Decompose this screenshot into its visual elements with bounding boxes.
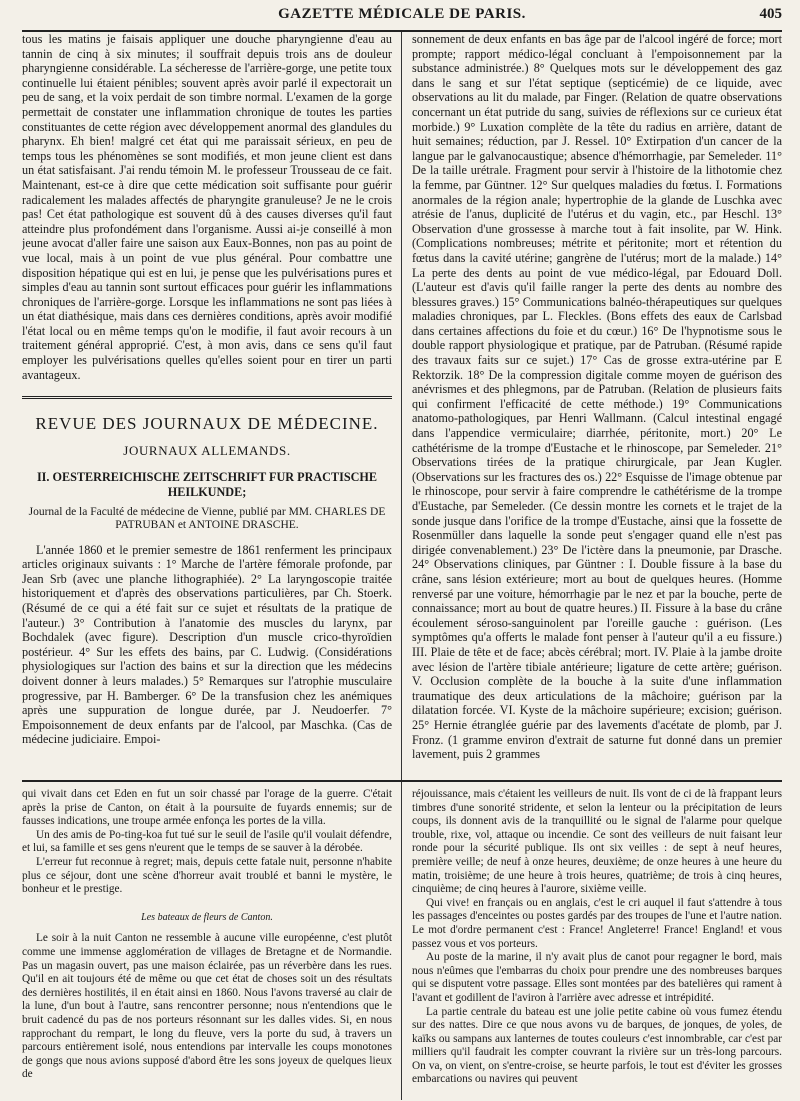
lower-left-column (22, 782, 402, 1100)
review-title: REVUE DES JOURNAUX DE MÉDECINE. (35, 414, 379, 434)
upper-section (22, 32, 782, 780)
section-divider (22, 396, 392, 399)
feuilleton-paragraph: Le soir à la nuit Canton ne ressemble à aucune ville européenne, c'est plutôt comme une immense agglomération de villages de Bretagne et de Normandie. Pas un magasin ouvert, pas une maison éclairée, pas un réverbère dans les rues. Qu'il en ait toujours été de même ou que cet état de choses soit un des résultats des dernières hostilités, il en était ainsi en 1860. Nous l'avons traversé au clair de la lune, d'un bout à l'autre, sans rencontrer personne; nous n'entendions que le bruit cadencé du pas de nos porteurs résonnant sur les dalles vides. Si, en nous rapprochant du rempart, le long du fleuve, vers la porte du sud, à travers un parcours entièrement isolé, nous entendions par intervalle les coups monotones de gongs que nous avions supposé d'abord être les sons joyeux de quelques lieux de (22, 932, 392, 1081)
upper-right-column (402, 32, 782, 780)
feuilleton-paragraph: réjouissance, mais c'étaient les veilleurs de nuit. Ils vont de ci de là frappant leurs timbres d'une sonorité stridente, et selon la lenteur ou la précipitation de leurs coups, ils donnent avis de la tranquillité ou le signal de l'alarme pour quelque trouble, rixe, vol, attaque ou incendie. Ce sont des veilleurs de nuit faisant leur ronde pour la sécurité publique. Ils ont six veilles : de sept à neuf heures, première veille; de neuf à onze heures, deuxième; de onze heures à une heure du matin, troisième; de une heure à trois heures, quatrième; de trois à cinq heures, cinquième; de cinq heures à l'aurore, sixième veille. (412, 788, 782, 896)
lower-right-column (402, 782, 782, 1100)
feuilleton-paragraph: Qui vive! en français ou en anglais, c'est le cri auquel il faut s'attendre à tous les passages d'enceintes ou postes gardés par des troupes de l'une et l'autre nation. Le mot d'ordre permanent c'est : France! Angleterre! France! England! et vous passez vous et vos porteurs. (412, 896, 782, 950)
page-number: 405 (759, 6, 782, 22)
feuilleton-paragraph: La partie centrale du bateau est une jolie petite cabine où vous fumez étendu sur des nattes. Dire ce que nous avons vu de barques, de jonques, de yoles, de kaïks ou sampans aux lanternes de toutes couleurs c'est innombrable, car c'est par milliers qu'il faudrait les compter couvrant la rivière sur un très-long parcours. On va, on vient, on s'entre-croise, se heurte parfois, le tout est d'éviter les grosses embarcations ou navires qui peuvent (412, 1005, 782, 1086)
journal-source: Journal de la Faculté de médecine de Vienne, publié par MM. CHARLES DE PATRUBAN et ANTOINE DRASCHE. (28, 505, 386, 532)
publication-title: GAZETTE MÉDICALE DE PARIS. (278, 6, 526, 22)
upper-left-column (22, 32, 402, 780)
page-header (22, 0, 782, 32)
feuilleton-paragraph: qui vivait dans cet Eden en fut un soir chassé par l'orage de la guerre. C'était après la prise de Canton, on était à la poursuite de fuyards ennemis; sur de fausses indications, une troupe armée enfonça les portes de la villa. (22, 788, 392, 828)
feuilleton-paragraph: Au poste de la marine, il n'y avait plus de canot pour regagner le bord, mais nous n'eûmes que l'embarras du choix pour prendre une des nombreuses barques qui se disputent votre passage. Elles sont montées par des batelières qui rament à l'avant et godillent de l'aviron à l'arrière avec adresse et intrépidité. (412, 951, 782, 1004)
feuilleton-paragraph: Un des amis de Po-ting-koa fut tué sur le seuil de l'asile qu'il voulait défendre, et lui, sa famille et ses gens n'eurent que le temps de se sauver à la dérobée. (22, 828, 392, 855)
journal-title: II. OESTERREICHISCHE ZEITSCHRIFT FUR PRACTISCHE HEILKUNDE; (36, 470, 378, 500)
section-heading: Les bateaux de fleurs de Canton. (141, 911, 273, 923)
review-subtitle: JOURNAUX ALLEMANDS. (123, 442, 291, 458)
review-continuation: sonnement de deux enfants en bas âge par de l'alcool ingéré de force; mort prompte; rapport médico-légal concluant à l'empoisonnement par la substance administrée.) 8° Quelques mots sur le développement des gaz dans le sang et sur l'état septique (septicémie) de ce liquide, avec observations au lit du malade, par Finger. (Relation de quatre observations concernant un état putride du sang, suivies de réflexions sur ce curieux état morbide.) 9° Luxation complète de la tête du radius en arrière, datant de huit semaines; réduction, par J. Ressel. 10° Extirpation d'un cancer de la langue par le galvanocaustique; absence d'hémorrhagie, par Semeleder. 11° De la taille urétrale. Fragment pour servir à l'histoire de la lithotomie chez la femme, par Güntner. 12° Sur quelques maladies du fœtus. I. Formations anormales de la région anale; hypertrophie de la glande de Luschka avec atrésie de l'anus, duplicité de l'utérus et du vagin, etc., par Heschl. 13° Observation d'une grossesse à marche tout à fait insolite, par W. Hink. (Complications nombreuses; métrite et péritonite; mort et rétention du fœtus dans la cavité utérine; gangrène de l'utérus; mort de la malade.) 14° La perte des dents au point de vue médico-légal, par Edouard Doll. (L'auteur est d'avis qu'il faille ranger la perte des dents au nombre des blessures graves.) 15° Communications balnéo-thérapeutiques sur quelques maladies chroniques, par L. Fleckles. (Bons effets des eaux de Carlsbad dans certaines affections du foie et du cœur.) 16° De l'hypnotisme sous le double rapport physiologique et pratique, par de Patruban. (Résumé rapide des travaux faits sur ce sujet.) 17° Cas de grosse extra-utérine par E Rektorzik. 18° De la compression digitale comme moyen de guérison des anévrismes et des phlegmons, par de Patruban. (Relation de plusieurs faits qui confirment l'efficacité de cette méthode.) 19° Communications anatomo-pathologiques, par Henri Wallmann. (Calcul intestinal engagé dans l'appendice vermiculaire; diarrhée, péritonite, mort.) 20° Le cathétérisme de la trompe d'Eustache et le rhinoscope, par Semeleder. 21° Observations tirées de la pratique chirurgicale, par Jean Kugler. (Observations sur les fractures des os.) 22° Esquisse de l'image obtenue par le rhinoscope, pour servir à faire comprendre le cathétérisme de la trompe d'Eustache, par Semeleder. (Ce dessin montre les cornets et le trajet de la sonde jusque dans l'orifice de la trompe d'Eustache, ainsi que la fossette de Rosenmüller dans laquelle la sonde peut s'engager quand elle n'est pas dirigée convenablement.) 23° De l'ictère dans la pneumonie, par Drasche. 24° Observations cliniques, par Güntner : I. Double fissure à la base du crâne, sans lésion extérieure; mort au bout de quelques heures. (Homme renversé par une voiture, hémorrhagie par le nez et par la bouche, perte de connaissance; mort au bout de quatre heures.) II. Fissure à la base du crâne écoulement séroso-sanguinolent par l'oreille gauche : guérison. (Les symptômes qu'a offerts le malade font penser à l'auteur qu'il a eu fissure.) III. Plaie de tête et de face; abcès cérébral; mort. IV. Plaie à la jambe droite avec lésion de l'artère tibiale antérieure; ligature de cette artère; guérison. V. Occlusion complète de la bouche à la suite d'une inflammation traumatique des deux articulations de la mâchoire; guérison par la dilatation forcée. VI. Kyste de la mâchoire supérieure; excision; guérison. 25° Hernie étranglée guérie par des lavements d'acétate de plomb, par J. Fronz. (1 gramme environ d'extrait de saturne fut donné dans un premier lavement, puis 2 grammes (412, 32, 782, 762)
feuilleton-paragraph: L'erreur fut reconnue à regret; mais, depuis cette fatale nuit, personne n'habite plus ce séjour, dont une scène d'horreur avait troublé et banni le mystère, le bonheur et le prestige. (22, 855, 392, 896)
lower-section (22, 782, 782, 1100)
review-paragraph: L'année 1860 et le premier semestre de 1861 renferment les principaux articles originaux suivants : 1° Marche de l'artère fémorale profonde, par Jean Srb (avec une planche lithographiée). 2° La laryngoscopie traitée historiquement et d'après des observations particulières, par Ch. Stoerk. (Résumé de ce qui a été fait sur ce sujet et résultats de la pratique de l'auteur.) 3° Contribution à l'anatomie des muscles du larynx, par Bochdalek (avec figure). Description d'un muscle crico-thyroïdien postérieur. 4° Sur les effets des bains, par C. Ludwig. (Considérations physiologiques sur l'action des bains et sur la direction que les médecins doivent donner à leurs malades.) 5° Remarques sur l'atrophie musculaire progressive, par H. Bamberger. 6° De la transfusion chez les anémiques après une suppuration de longue durée, par J. Neudoerfer. 7° Empoisonnement de deux enfants par de l'alcool, par Maschka. (Cas de médecine judiciaire. Empoi- (22, 542, 392, 747)
pharyngitis-paragraph: tous les matins je faisais appliquer une douche pharyngienne d'eau au tannin de cinq à six minutes; il souffrait depuis trois ans de douleur pharyngienne considérable. La sécheresse de l'arrière-gorge, une petite toux continuelle lui étaient pénibles; souvent après avoir parlé il expectorait un peu de sang, et la voix perdait de son timbre normal. L'examen de la gorge permettait de constater une inflammation chronique de toutes les parties constituantes de cette région avec développement anormal des glandules du pharynx. Eh bien! malgré cet état qui me paraissait sérieux, en peu de temps tous les phénomènes se sont modifiés, et mon jeune client est dans un état satisfaisant. J'ai rendu témoin M. le professeur Trousseau de ce fait. Maintenant, est-ce à dire que cette médication soit suffisante pour guérir radicalement les malades affectés de pharyngite granuleuse? Je ne le crois pas! Cet état pathologique est souvent dû à des causes diverses qu'il faut atteindre plus profondément dans l'organisme. Aussi ai-je conseillé à mon jeune avocat d'aller faire une saison aux Eaux-Bonnes, non pas au point de vue local, mais à un point de vue plus général. Pour combattre une disposition hépatique qui est en lui, je pense que les pulvérisations pures et simples d'eau au tannin sont surtout efficaces pour guérir les inflammations chroniques de l'arrière-gorge. Lorsque les inflammations ne sont pas liées à un état diathésique, mais dans ces dernières conditions, après avoir modifié l'état local ou en même temps qu'on le modifie, il faut avoir recours à un traitement général approprié. C'est, à mon avis, dans ce sens qu'il faut employer les pulvérisations quelles qu'elles soient pour en tirer un parti avantageux. (22, 32, 392, 382)
